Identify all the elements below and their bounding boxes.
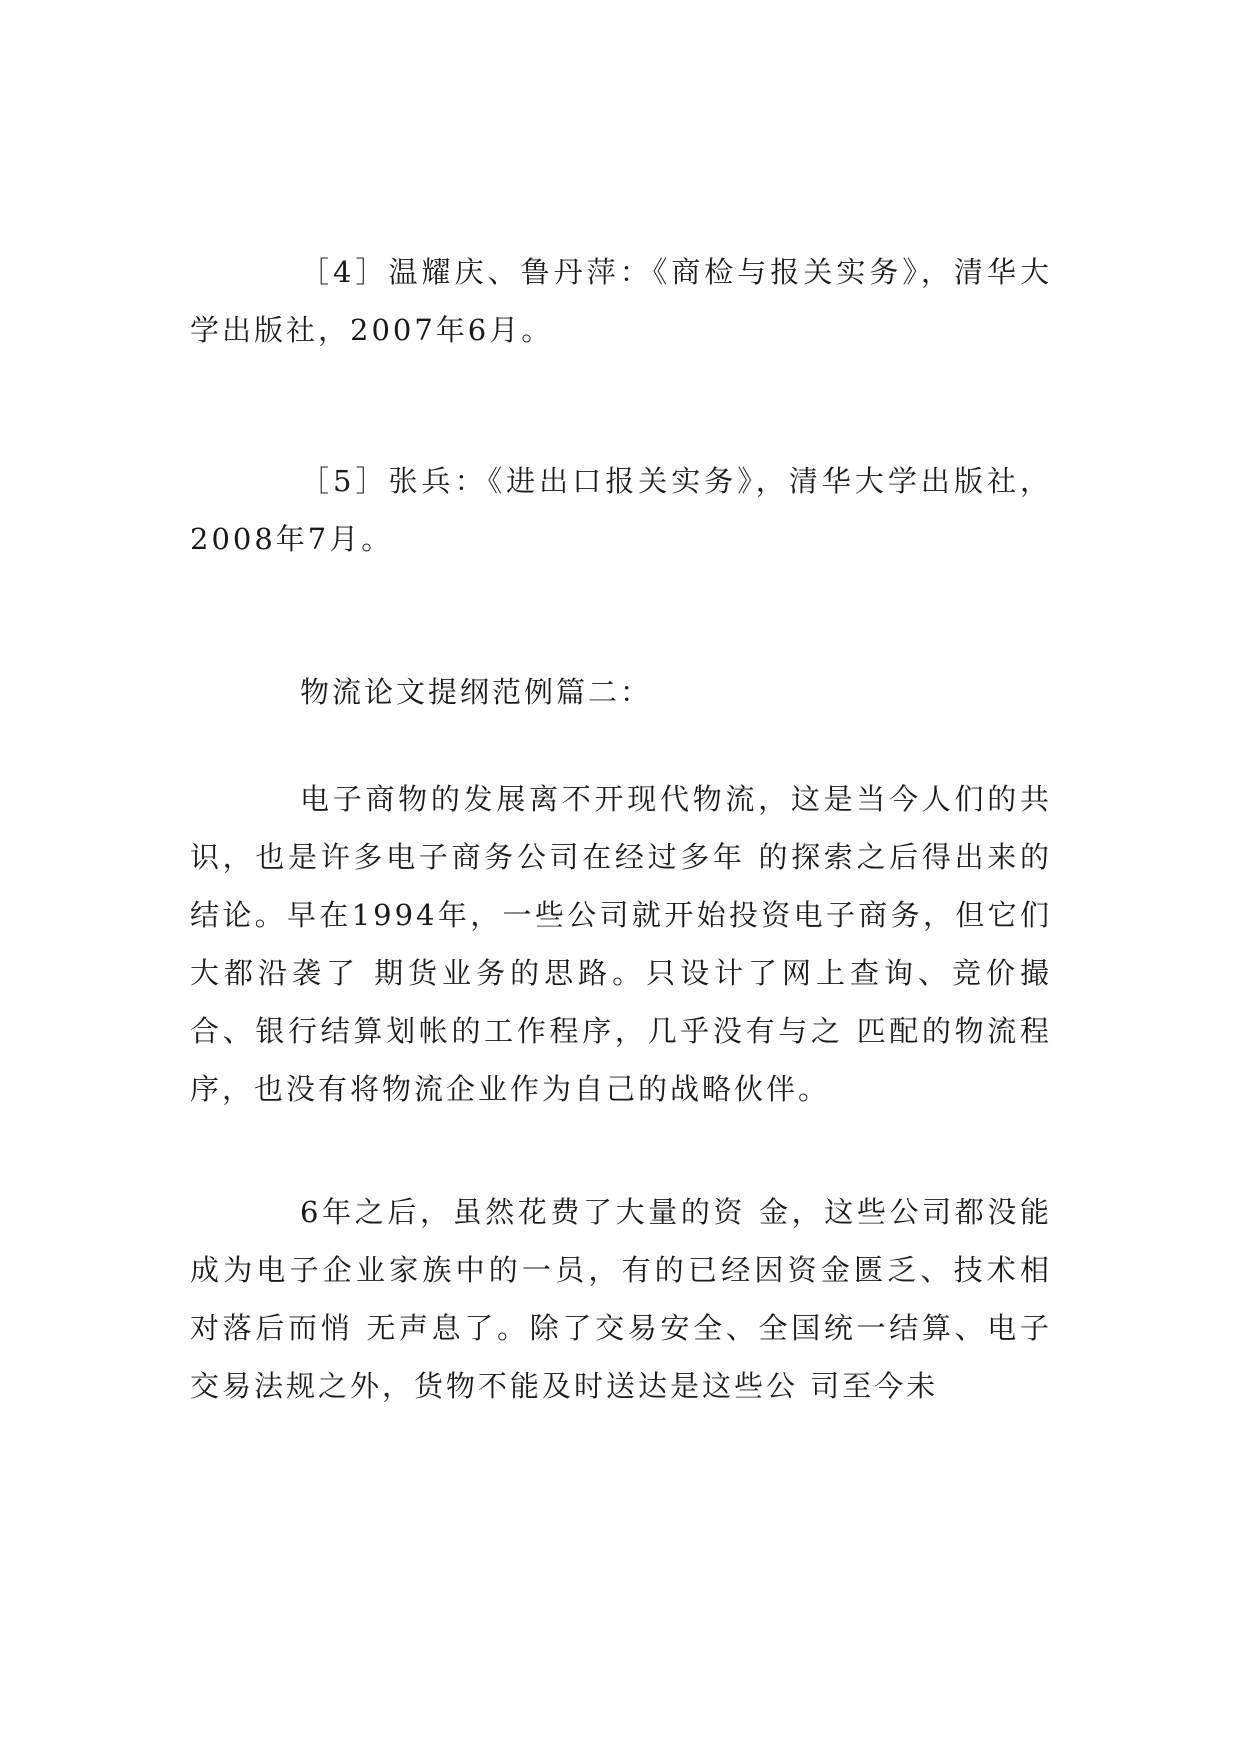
body-paragraph-2: 6年之后，虽然花费了大量的资 金，这些公司都没能成为电子企业家族中的一员，有的已经因资金匮乏、技术相对落后而悄 无声息了。除了交易安全、全国统一结算、电子交易法规之外，货物不能及时送达是这些公 司至今未 xyxy=(190,1195,1052,1403)
reference-item-5: ［5］张兵：《进出口报关实务》，清华大学出版社，2008年7月。 xyxy=(190,464,1052,556)
reference-item-4: ［4］温耀庆、鲁丹萍：《商检与报关实务》，清华大学出版社，2007年6月。 xyxy=(190,255,1052,347)
section-heading: 物流论文提纲范例篇二： xyxy=(300,675,653,709)
body-paragraph-1: 电子商物的发展离不开现代物流，这是当今人们的共识，也是许多电子商务公司在经过多年 的探索之后得出来的结论。早在1994年，一些公司就开始投资电子商务，但它们大都沿袭了 期货业务的思路。只设计了网上查询、竞价撮合、银行结算划帐的工作程序，几乎没有与之 匹配的物流程序，也没有将物流企业作为自己的战略伙伴。 xyxy=(190,782,1052,1106)
